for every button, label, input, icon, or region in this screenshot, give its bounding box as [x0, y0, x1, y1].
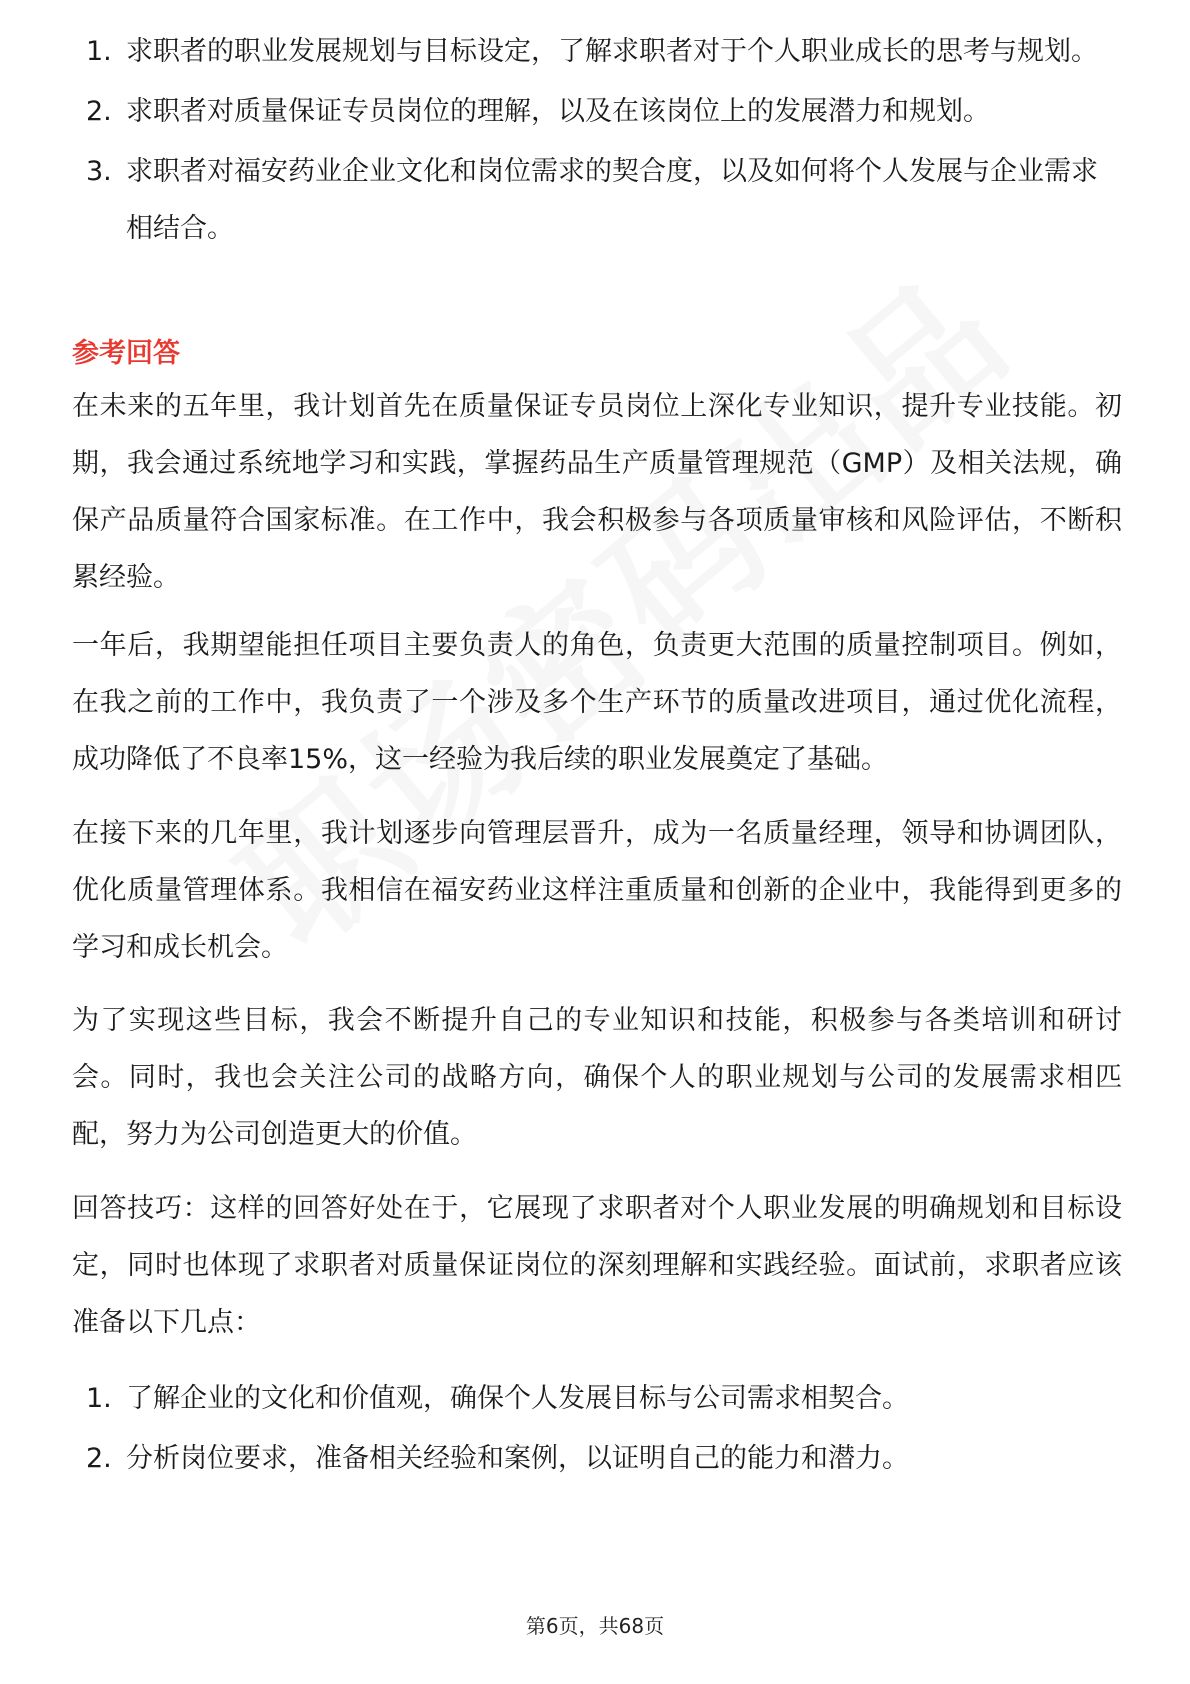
- list-item: [72, 1430, 1122, 1487]
- bottom-numbered-list: [72, 1370, 1122, 1490]
- list-number: 2.: [86, 1443, 112, 1474]
- answer-paragraph: 在未来的五年里，我计划首先在质量保证专员岗位上深化专业知识，提升专业技能。初期，我会通过系统地学习和实践，掌握药品生产质量管理规范（GMP）及相关法规，确保产品质量符合国家标准。在工作中，我会积极参与各项质量审核和风险评估，不断积累经验。: [72, 391, 1122, 593]
- page-footer-page-number: 第6页，共68页: [525, 1614, 665, 1638]
- answer-tips-paragraph: 回答技巧：这样的回答好处在于，它展现了求职者对个人职业发展的明确规划和目标设定，同时也体现了求职者对质量保证岗位的深刻理解和实践经验。面试前，求职者应该准备以下几点：: [72, 1193, 1122, 1338]
- list-number: 3.: [86, 156, 112, 187]
- list-number: 2.: [86, 96, 112, 127]
- list-item: [72, 143, 1122, 257]
- list-item: [72, 23, 1122, 80]
- list-item: [72, 83, 1122, 140]
- list-number: 1.: [86, 36, 112, 67]
- list-item-text: 求职者的职业发展规划与目标设定，了解求职者对于个人职业成长的思考与规划。: [126, 36, 1098, 67]
- list-item: [72, 1370, 1122, 1427]
- list-item-text: 求职者对质量保证专员岗位的理解，以及在该岗位上的发展潜力和规划。: [126, 96, 990, 127]
- answer-paragraph: 一年后，我期望能担任项目主要负责人的角色，负责更大范围的质量控制项目。例如，在我之前的工作中，我负责了一个涉及多个生产环节的质量改进项目，通过优化流程，成功降低了不良率15%，这一经验为我后续的职业发展奠定了基础。: [72, 630, 1122, 775]
- list-number: 1.: [86, 1383, 112, 1414]
- top-numbered-list: [72, 23, 1122, 260]
- answer-paragraph: 在接下来的几年里，我计划逐步向管理层晋升，成为一名质量经理，领导和协调团队，优化质量管理体系。我相信在福安药业这样注重质量和创新的企业中，我能得到更多的学习和成长机会。: [72, 818, 1122, 963]
- list-item-text: 求职者对福安药业企业文化和岗位需求的契合度，以及如何将个人发展与企业需求相结合。: [126, 156, 1098, 244]
- list-item-text: 分析岗位要求，准备相关经验和案例，以证明自己的能力和潜力。: [126, 1443, 909, 1474]
- section-title-reference-answer: 参考回答: [72, 338, 180, 369]
- list-item-text: 了解企业的文化和价值观，确保个人发展目标与公司需求相契合。: [126, 1383, 909, 1414]
- answer-paragraph: 为了实现这些目标，我会不断提升自己的专业知识和技能，积极参与各类培训和研讨会。同时，我也会关注公司的战略方向，确保个人的职业规划与公司的发展需求相匹配，努力为公司创造更大的价值。: [72, 1005, 1122, 1150]
